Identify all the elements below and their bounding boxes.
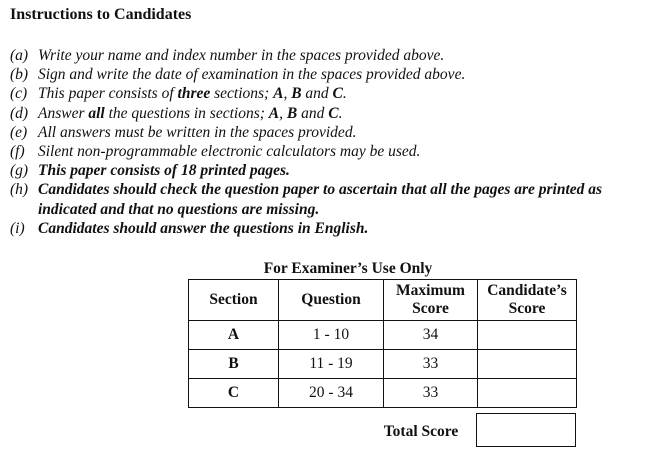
- instruction-letter: (c): [10, 85, 28, 103]
- instruction-item: [10, 123, 660, 142]
- instruction-item: [10, 219, 660, 238]
- instruction-text-part: All answers must be written in the spaces provided.: [38, 123, 357, 141]
- examiner-score-table: [188, 279, 577, 408]
- instruction-text-part: A: [273, 85, 284, 103]
- instruction-text: [38, 123, 660, 142]
- instruction-item: [10, 65, 660, 84]
- question-range-cell: 20 - 34: [279, 379, 384, 408]
- instruction-text: [38, 65, 660, 84]
- instruction-letter: (i): [10, 219, 25, 237]
- instruction-text-part: B: [291, 85, 302, 103]
- header-section: Section: [189, 280, 279, 321]
- instruction-text-part: C: [332, 85, 343, 103]
- table-row: [189, 350, 577, 379]
- instructions-heading: Instructions to Candidates: [10, 6, 192, 23]
- instruction-item: [10, 161, 660, 180]
- instruction-text-part: .: [342, 85, 347, 103]
- question-range-cell: 11 - 19: [279, 350, 384, 379]
- candidate-score-cell[interactable]: [478, 350, 577, 379]
- instruction-text-part: all: [88, 104, 105, 122]
- maximum-score-cell: 33: [384, 379, 478, 408]
- instruction-text-part: and: [297, 104, 329, 122]
- instruction-text-part: C: [328, 104, 339, 122]
- instruction-text-part: Candidates should answer the questions in English.: [38, 219, 369, 237]
- instruction-text-part: ,: [279, 104, 287, 122]
- instruction-text-part: Answer: [38, 104, 89, 122]
- instruction-text: [38, 161, 660, 180]
- instruction-text-part: and: [301, 85, 333, 103]
- instruction-letter: (d): [10, 104, 29, 122]
- instruction-letter: (e): [10, 123, 28, 141]
- instruction-letter: (b): [10, 66, 29, 84]
- instruction-item: [10, 104, 660, 123]
- table-row: [189, 379, 577, 408]
- instruction-text: [38, 142, 660, 161]
- instruction-text-part: A: [268, 104, 280, 122]
- instruction-text-part: ,: [283, 85, 292, 103]
- question-range-cell: 1 - 10: [279, 321, 384, 350]
- instruction-text-part: Silent non-programmable electronic calculators may be used.: [38, 143, 421, 161]
- section-cell: C: [189, 379, 279, 408]
- instruction-text: [38, 104, 660, 123]
- instruction-text-part: Candidates should check the question paper to ascertain that all the pages are printed as indicated and that no questions are missing.: [38, 181, 603, 218]
- instruction-text-part: the questions in sections;: [104, 104, 269, 122]
- instruction-text: [38, 46, 660, 65]
- instruction-text-part: Write your name and index number in the spaces provided above.: [38, 47, 445, 64]
- instruction-text: [38, 219, 660, 238]
- instruction-text-part: sections;: [210, 85, 274, 103]
- total-score-box[interactable]: [476, 413, 576, 447]
- examiner-table-title: For Examiner’s Use Only: [263, 260, 433, 277]
- instruction-letter: (a): [10, 47, 29, 64]
- header-maximum-score: Maximum Score: [384, 280, 478, 321]
- total-score-label: Total Score: [383, 423, 459, 440]
- table-row: [189, 321, 577, 350]
- maximum-score-cell: 33: [384, 350, 478, 379]
- instruction-item: [10, 142, 660, 161]
- instruction-item: [10, 46, 660, 65]
- section-cell: B: [189, 350, 279, 379]
- candidate-score-cell[interactable]: [478, 379, 577, 408]
- table-header-row: [189, 280, 577, 321]
- maximum-score-cell: 34: [384, 321, 478, 350]
- instruction-text-part: three: [177, 85, 211, 103]
- instruction-item: [10, 84, 660, 103]
- candidate-score-cell[interactable]: [478, 321, 577, 350]
- instruction-text: [38, 180, 660, 218]
- instruction-letter: (g): [10, 162, 29, 180]
- section-cell: A: [189, 321, 279, 350]
- instructions-list: [10, 46, 660, 238]
- instruction-text-part: This paper consists of: [38, 85, 178, 103]
- instruction-text-part: B: [286, 104, 298, 122]
- instruction-text-part: .: [338, 104, 343, 122]
- table-body: [189, 321, 577, 408]
- instruction-letter: (h): [10, 181, 29, 199]
- instruction-text-part: Sign and write the date of examination in the spaces provided above.: [38, 66, 466, 84]
- instruction-item: [10, 180, 660, 218]
- header-candidates-score: Candidate’s Score: [478, 280, 577, 321]
- instruction-text-part: This paper consists of 18 printed pages.: [38, 162, 290, 180]
- instruction-letter: (f): [10, 143, 25, 161]
- instruction-text: [38, 84, 660, 103]
- header-question: Question: [279, 280, 384, 321]
